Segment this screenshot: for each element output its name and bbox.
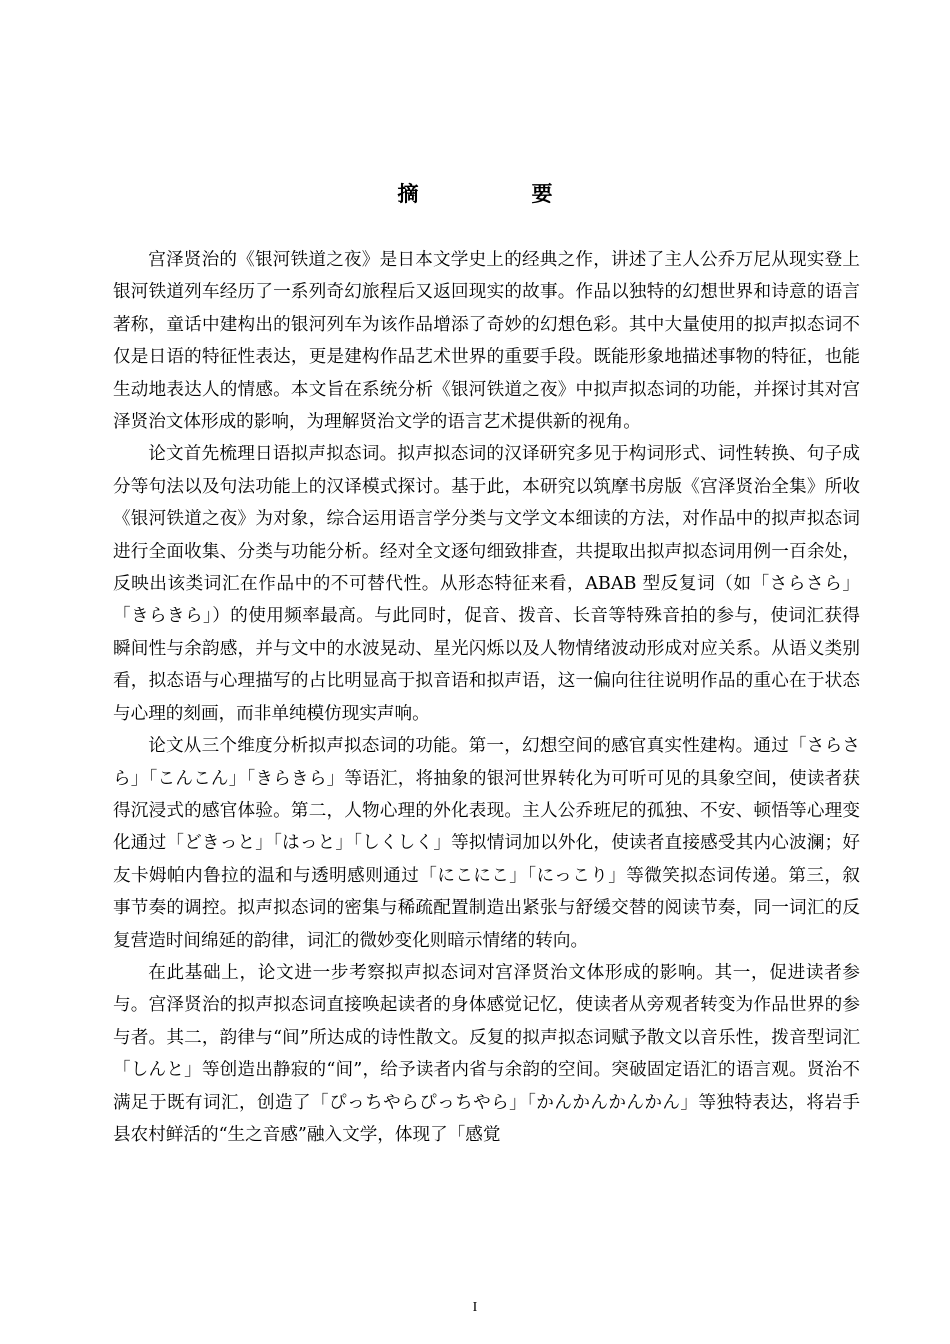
page-number: I	[472, 1300, 478, 1315]
paragraph-3: 论文从三个维度分析拟声拟态词的功能。第一，幻想空间的感官真实性建构。通过「さらさら」「こんこん」「きらきら」等语汇，将抽象的银河世界转化为可听可见的具象空间，使读者获得沉浸式的感官体验。第二，人物心理的外化表现。主人公乔班尼的孤独、不安、顿悟等心理变化通过「どきっと」「はっと」「しくしく」等拟情词加以外化，使读者直接感受其内心波澜；好友卡姆帕内鲁拉的温和与透明感则通过「にこにこ」「にっこり」等微笑拟态词传递。第三，叙事节奏的调控。拟声拟态词的密集与稀疏配置制造出紧张与舒缓交替的阅读节奏，同一词汇的反复营造时间绵延的韵律，词汇的微妙变化则暗示情绪的转向。	[113, 736, 860, 951]
page-title: 摘 要	[397, 182, 599, 206]
paragraph-4: 在此基础上，论文进一步考察拟声拟态词对宫泽贤治文体形成的影响。其一，促进读者参与。宫泽贤治的拟声拟态词直接唤起读者的身体感觉记忆，使读者从旁观者转变为作品世界的参与者。其二，韵律与“间”所达成的诗性散文。反复的拟声拟态词赋予散文以音乐性，拨音型词汇「しんと」等创造出静寂的“间”，给予读者内省与余韵的空间。突破固定语汇的语言观。贤治不满足于既有词汇，创造了「ぴっちやらぴっちやら」「かんかんかんかん」等独特表达，将岩手县农村鲜活的“生之音感”融入文学，体现了「感覚	[113, 962, 860, 1145]
paragraph-1: 宫泽贤治的《银河铁道之夜》是日本文学史上的经典之作，讲述了主人公乔万尼从现实登上银河铁道列车经历了一系列奇幻旅程后又返回现实的故事。作品以独特的幻想世界和诗意的语言著称，童话中建构出的银河列车为该作品增添了奇妙的幻想色彩。其中大量使用的拟声拟态词不仅是日语的特征性表达，更是建构作品艺术世界的重要手段。既能形象地描述事物的特征，也能生动地表达人的情感。本文旨在系统分析《银河铁道之夜》中拟声拟态词的功能，并探讨其对宫泽贤治文体形成的影响，为理解贤治文学的语言艺术提供新的视角。	[113, 250, 860, 433]
paragraph-2: 论文首先梳理日语拟声拟态词。拟声拟态词的汉译研究多见于构词形式、词性转换、句子成分等句法以及句法功能上的汉译模式探讨。基于此，本研究以筑摩书房版《宫泽贤治全集》所收《银河铁道之夜》为对象，综合运用语言学分类与文学文本细读的方法，对作品中的拟声拟态词进行全面收集、分类与功能分析。经对全文逐句细致排查，共提取出拟声拟态词用例一百余处，反映出该类词汇在作品中的不可替代性。从形态特征来看，ABAB 型反复词（如「さらさら」「きらきら」）的使用频率最高。与此同时，促音、拨音、长音等特殊音拍的参与，使词汇获得瞬间性与余韵感，并与文中的水波晃动、星光闪烁以及人物情绪波动形成对应关系。从语义类别看，拟态语与心理描写的占比明显高于拟音语和拟声语，这一偏向往往说明作品的重心在于状态与心理的刻画，而非单纯模仿现实声响。	[113, 444, 860, 724]
abstract-body	[113, 244, 860, 1151]
